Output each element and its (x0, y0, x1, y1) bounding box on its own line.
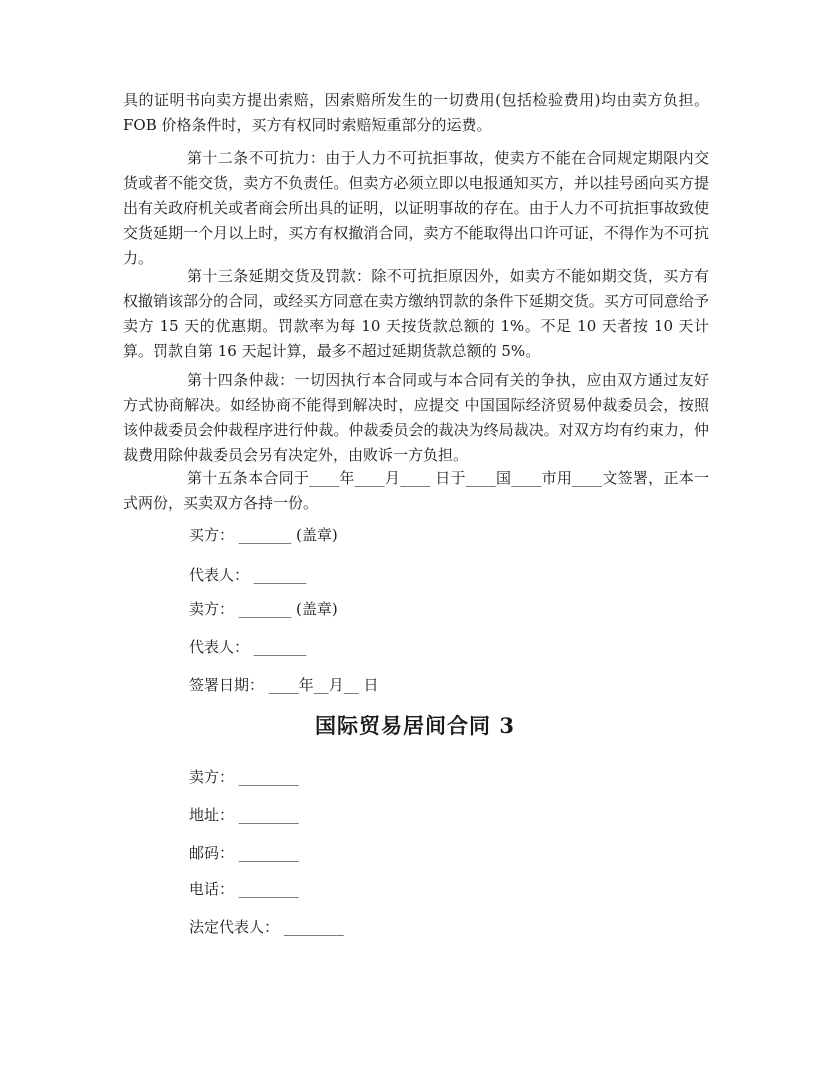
phone-field: 电话： ________ (189, 880, 299, 898)
seller-signature-line: 卖方： _______ (盖章) (189, 600, 338, 618)
clause-11-continuation: 具的证明书向卖方提出索赔，因索赔所发生的一切费用(包括检验费用)均由卖方负担。 FOB 价格条件时，买方有权同时索赔短重部分的运费。 (123, 91, 709, 134)
buyer-signature-line: 买方： _______ (盖章) (189, 526, 338, 544)
clause-15-signing: 第十五条本合同于____年____月____ 日于____国____市用____文签署，正本一式两份，买卖双方各持一份。 (123, 469, 709, 512)
address-field: 地址： ________ (189, 806, 299, 824)
clause-12-force-majeure: 第十二条不可抗力：由于人力不可抗拒事故，使卖方不能在合同规定期限内交货或者不能交货，卖方不负责任。但卖方必须立即以电报通知买方，并以挂号函向买方提出有关政府机关或者商会所出具的证明，以证明事故的存在。由于人力不可抗拒事故致使交货延期一个月以上时，买方有权撤消合同，卖方不能取得出口许可证，不得作为不可抗力。 (123, 149, 709, 267)
postcode-field: 邮码： ________ (189, 844, 299, 862)
legal-representative-field: 法定代表人： ________ (189, 918, 344, 936)
buyer-representative-line: 代表人： _______ (189, 566, 307, 584)
clause-13-late-delivery: 第十三条延期交货及罚款：除不可抗拒原因外，如卖方不能如期交货，买方有权撤销该部分的合同，或经买方同意在卖方缴纳罚款的条件下延期交货。买方可同意给予卖方 15 天的优惠期。罚款率为每 10 天按货款总额的 1%。不足 10 天者按 10 天计算。罚款自第 16 天起计算，最多不超过延期货款总额的 5%。 (123, 267, 709, 360)
clause-14-arbitration: 第十四条仲裁：一切因执行本合同或与本合同有关的争执，应由双方通过友好方式协商解决。如经协商不能得到解决时，应提交 中国国际经济贸易仲裁委员会，按照该仲裁委员会仲裁程序进行仲裁。仲裁委员会的裁决为终局裁决。对双方均有约束力，仲裁费用除仲裁委员会另有决定外，由败诉一方负担。 (123, 371, 709, 464)
contract-title: 国际贸易居间合同 3 (315, 713, 515, 738)
seller-field: 卖方： ________ (189, 768, 299, 786)
seller-representative-line: 代表人： _______ (189, 638, 307, 656)
signing-date-line: 签署日期： ____年__月__ 日 (189, 676, 379, 694)
